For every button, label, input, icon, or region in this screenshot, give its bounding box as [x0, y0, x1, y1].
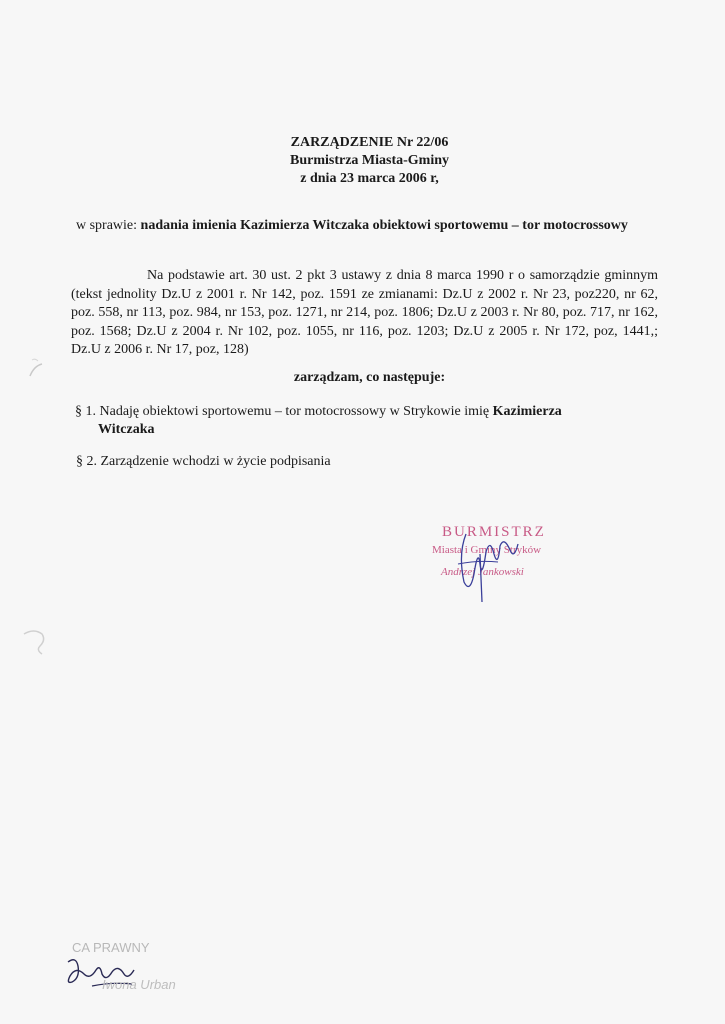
stamp-office: Miasta i Gminy Stryków	[432, 544, 542, 556]
section-1-name: Kazimierza	[492, 404, 562, 419]
decree-statement: zarządzam, co następuje:	[293, 370, 446, 385]
mayor-signature	[428, 524, 568, 604]
legal-stamp-name: Iwona Urban	[102, 977, 176, 992]
section-1-surname: Witczaka	[98, 422, 155, 437]
mayor-stamp	[428, 524, 568, 604]
subject-line	[76, 218, 628, 234]
legal-advisor-stamp	[62, 940, 202, 1000]
punch-hole-mark	[18, 620, 58, 660]
stamp-title: BURMISTRZ	[442, 524, 546, 540]
subject-prefix: w sprawie:	[76, 218, 141, 233]
section-2: § 2. Zarządzenie wchodzi w życie podpisania	[76, 454, 331, 469]
legal-stamp-title: CA PRAWNY	[72, 940, 150, 955]
subject-text: nadania imienia Kazimierza Witczaka obiektowi sportowemu – tor motocrossowy	[140, 218, 628, 233]
document-header	[0, 134, 725, 188]
section-1-text: § 1. Nadaję obiektowi sportowemu – tor motocrossowy w Strykowie imię	[75, 404, 493, 419]
legal-basis-paragraph: Na podstawie art. 30 ust. 2 pkt 3 ustawy z dnia 8 marca 1990 r o samorządzie gminnym (tekst jednolity Dz.U z 2001 r. Nr 142, poz. 1591 ze zmianami: Dz.U z 2002 r. Nr 23, poz220, nr 62, poz. 558, nr 113, poz. 984, nr 153, poz. 1271, nr 214, poz. 1806; Dz.U z 2003 r. Nr 80, poz. 717, nr 162, poz. 1568; Dz.U z 2004 r. Nr 102, poz. 1055, nr 116, poz. 1203; Dz.U z 2005 r. Nr 172, poz, 1441,; Dz.U z 2006 r. Nr 17, poz, 128)	[71, 268, 658, 357]
decree-date: z dnia 23 marca 2006 r,	[300, 171, 439, 186]
section-1	[75, 403, 635, 439]
stamp-name: Andrzej Jankowski	[441, 566, 524, 578]
issuer: Burmistrza Miasta-Gminy	[289, 153, 450, 168]
decree-number: ZARZĄDZENIE Nr 22/06	[290, 135, 449, 150]
